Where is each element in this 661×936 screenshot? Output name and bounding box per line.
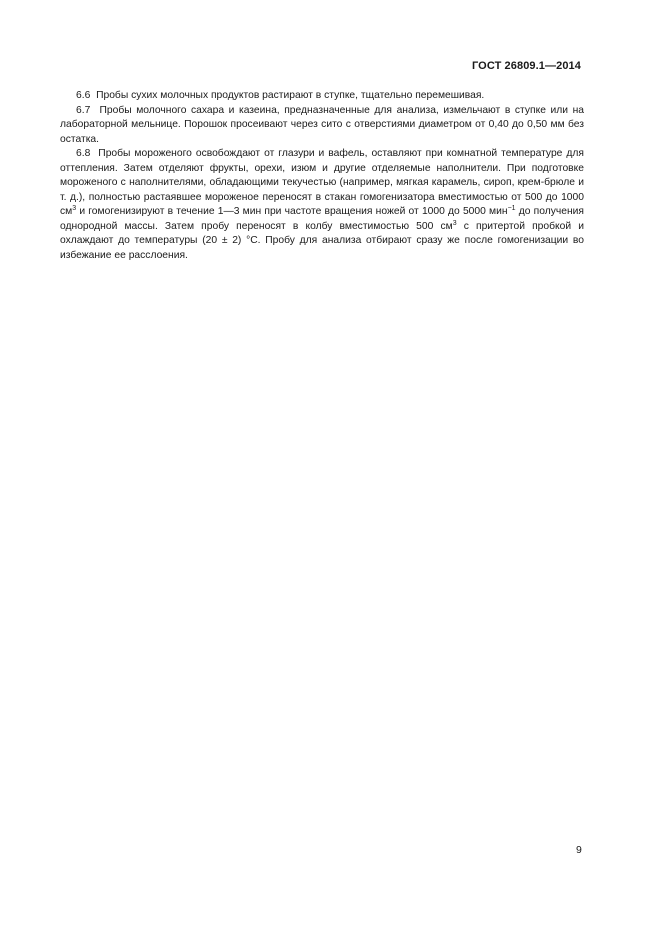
- page-number: 9: [576, 844, 582, 856]
- document-header: [472, 60, 581, 72]
- paragraph-6-8: [60, 147, 584, 263]
- superscript-minus-one: −1: [507, 205, 516, 212]
- document-body: [60, 89, 584, 263]
- paragraph-number: 6.6: [76, 90, 91, 101]
- superscript-cubic: 3: [452, 219, 457, 227]
- paragraph-number: 6.8: [76, 148, 91, 159]
- paragraph-text: Пробы молочного сахара и казеина, предназначенные для анализа, измельчают в ступке или на лабораторной мельнице. Порошок просеивают через сито с отверстиями диаметром от 0,40 до 0,50 мм без остатка.: [60, 104, 584, 145]
- paragraph-text-part-3: до получения однородной массы. Затем пробу переносят в колбу вместимостью 500 см: [60, 206, 585, 232]
- paragraph-6-6: [60, 89, 584, 104]
- superscript-cubic: 3: [72, 205, 77, 212]
- paragraph-text: Пробы сухих молочных продуктов растирают в ступке, тщательно перемешивая.: [96, 90, 485, 101]
- paragraph-number: 6.7: [76, 104, 91, 116]
- paragraph-text-part-2: и гомогенизируют в течение 1—3 мин при частоте вращения ножей от 1000 до 5000 мин: [76, 206, 508, 217]
- paragraph-text-part-4: с притертой пробкой и охлаждают до температуры (20 ± 2) °С. Пробу для анализа отбирают сразу же после гомогенизации во избежание ее расслоения.: [60, 220, 584, 261]
- paragraph-text-part-1: Пробы мороженого освобождают от глазури и вафель, оставляют при комнатной температуре для оттепления. Затем отделяют фрукты, орехи, изюм и другие отделяемые наполнители. При подготовке мороженого с наполнителями, обладающими текучестью (например, мягкая карамель, сироп, крем-брюле и т. д.), полностью растаявшее мороженое переносят в стакан гомогенизатора вместимостью от 500 до 1000 см: [60, 148, 584, 217]
- paragraph-6-7: [60, 104, 584, 148]
- standard-number: ГОСТ 26809.1—2014: [471, 60, 581, 72]
